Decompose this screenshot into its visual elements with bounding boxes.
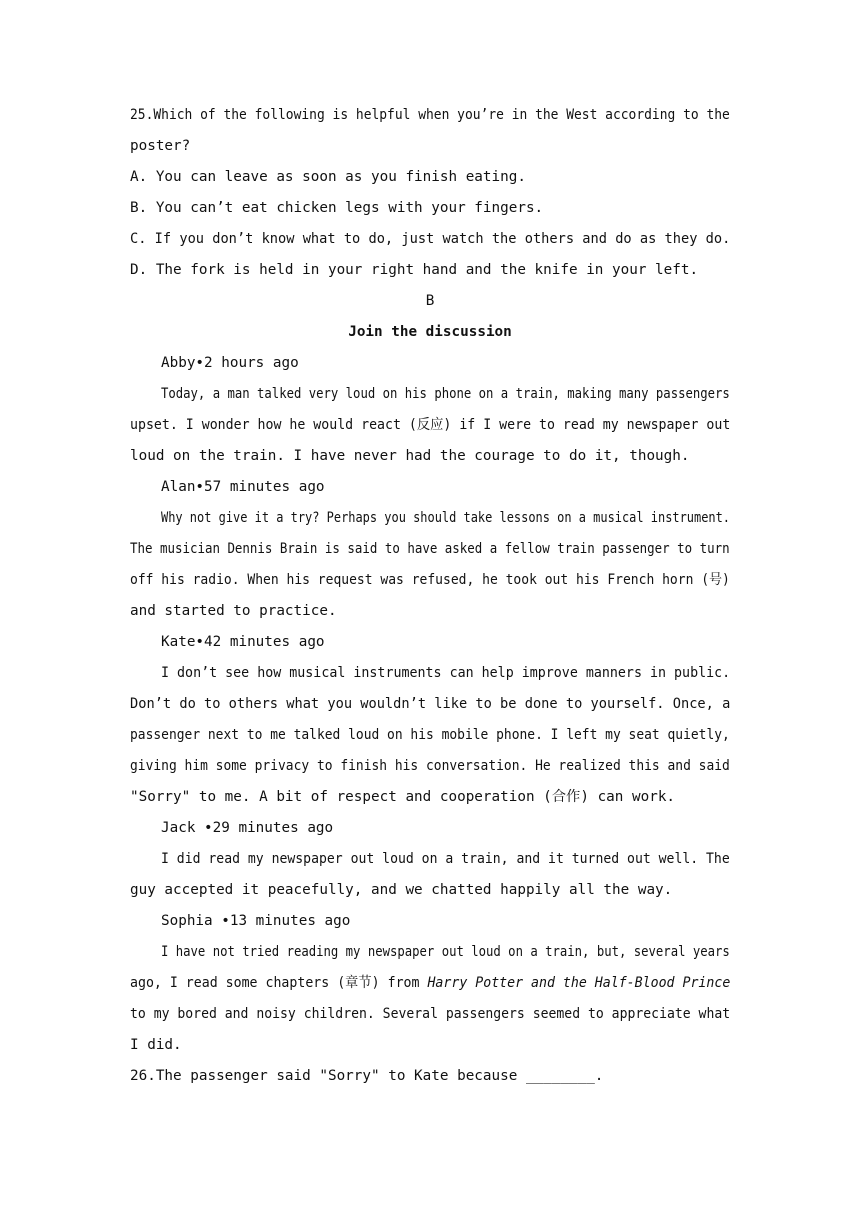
post-jack-line-2: guy accepted it peacefully, and we chatted happily all the way. bbox=[130, 882, 673, 898]
q25-option-b: B. You can’t eat chicken legs with your fingers. bbox=[130, 200, 544, 216]
post-header-alan: Alan•57 minutes ago bbox=[161, 479, 325, 495]
post-abby-line-1: Today, a man talked very loud on his phone on a train, making many passengers bbox=[161, 386, 730, 402]
post-alan-line-4: and started to practice. bbox=[130, 603, 337, 619]
section-title: Join the discussion bbox=[348, 324, 512, 340]
post-header-sophia: Sophia •13 minutes ago bbox=[161, 913, 351, 929]
q26-stem: 26.The passenger said "Sorry" to Kate because ________. bbox=[130, 1068, 604, 1084]
post-sophia-line-1: I have not tried reading my newspaper out loud on a train, but, several years bbox=[161, 944, 730, 960]
post-kate-line-1: I don’t see how musical instruments can help improve manners in public. bbox=[161, 665, 731, 681]
post-kate-line-2: Don’t do to others what you wouldn’t like to be done to yourself. Once, a bbox=[130, 696, 731, 712]
post-jack-line-1: I did read my newspaper out loud on a train, and it turned out well. The bbox=[161, 851, 730, 867]
post-alan-line-3: off his radio. When his request was refused, he took out his French horn (号) bbox=[130, 572, 730, 588]
post-sophia-line-3: to my bored and noisy children. Several passengers seemed to appreciate what bbox=[130, 1006, 731, 1022]
post-alan-line-2: The musician Dennis Brain is said to have asked a fellow train passenger to turn bbox=[130, 541, 730, 557]
book-title: Harry Potter and the Half-Blood Prince bbox=[427, 975, 731, 991]
post-sophia-line-2 bbox=[130, 973, 730, 993]
post-alan-line-1: Why not give it a try? Perhaps you should take lessons on a musical instrument. bbox=[161, 510, 731, 526]
section-letter: B bbox=[425, 293, 435, 309]
post-kate-line-5: "Sorry" to me. A bit of respect and cooperation (合作) can work. bbox=[130, 789, 676, 805]
post-header-jack: Jack •29 minutes ago bbox=[161, 820, 334, 836]
q25-option-c: C. If you don’t know what to do, just watch the others and do as they do. bbox=[130, 231, 731, 247]
post-kate-line-4: giving him some privacy to finish his conversation. He realized this and said bbox=[130, 758, 730, 774]
q25-option-d: D. The fork is held in your right hand and the knife in your left. bbox=[130, 262, 699, 278]
post-header-abby: Abby•2 hours ago bbox=[161, 355, 299, 371]
post-kate-line-3: passenger next to me talked loud on his mobile phone. I left my seat quietly, bbox=[130, 727, 730, 743]
post-sophia-line-2-text: ago, I read some chapters (章节) from bbox=[130, 975, 420, 991]
q25-stem-line-2: poster? bbox=[130, 138, 191, 154]
q25-option-a: A. You can leave as soon as you finish eating. bbox=[130, 169, 526, 185]
post-header-kate: Kate•42 minutes ago bbox=[161, 634, 325, 650]
post-sophia-line-4: I did. bbox=[130, 1037, 182, 1053]
post-abby-line-3: loud on the train. I have never had the courage to do it, though. bbox=[130, 448, 690, 464]
post-abby-line-2: upset. I wonder how he would react (反应) if I were to read my newspaper out bbox=[130, 417, 731, 433]
q25-stem-line-1: 25.Which of the following is helpful when you’re in the West according to the bbox=[130, 107, 730, 123]
